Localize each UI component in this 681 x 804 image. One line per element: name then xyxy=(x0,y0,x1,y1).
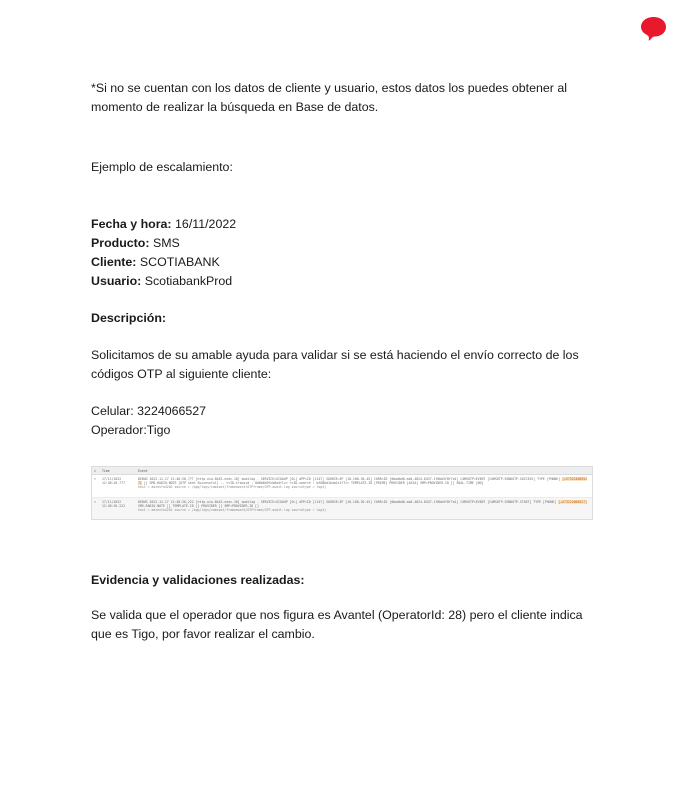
log-header xyxy=(92,467,592,475)
log-screenshot xyxy=(91,466,593,520)
log-row-event xyxy=(138,477,592,497)
log-row xyxy=(92,498,592,520)
operador-row xyxy=(91,421,591,440)
log-row-time: 17/11/2022 12:48:26.777 xyxy=(102,477,126,485)
evidence-heading: Evidencia y validaciones realizadas: xyxy=(91,573,305,587)
producto-label: Producto: xyxy=(91,236,150,250)
log-row xyxy=(92,475,592,498)
description-text: Solicitamos de su amable ayuda para validar si se está haciendo el envío correcto de los códigos OTP al siguiente cliente: xyxy=(91,348,579,381)
cliente-row xyxy=(91,253,591,272)
celular-row xyxy=(91,402,591,421)
description-heading: Descripción: xyxy=(91,311,167,325)
cliente-value: SCOTIABANK xyxy=(139,255,220,269)
log-phone-highlight: [+573224066527] xyxy=(138,477,588,485)
log-row-event xyxy=(138,500,592,520)
ticket-fields xyxy=(91,215,591,291)
log-phone-highlight: [+573224066527] xyxy=(558,500,588,504)
log-header-idx: i xyxy=(94,468,96,473)
example-title: Ejemplo de escalamiento: xyxy=(91,160,233,174)
speech-bubble-logo-icon xyxy=(640,16,667,42)
log-event-text: DEBUG 2022-11-17 12:48:26,222 [http-nio-8443-exec-10] audilog - SERVICE=SCOAUP [OL] APP=ID [1147] SOURCE=IP [10.100.30.45] CORR=ID [0badbd0-ab4-4824-8437-1f8bb5f8f7a1] CAMSOTP=EVENT [CAMSOTP-SENDOTP-START] TYPE [PHONE] xyxy=(138,500,557,504)
log-header-event: Event xyxy=(138,468,148,473)
log-row-idx: > xyxy=(94,500,96,504)
fecha-value: 16/11/2022 xyxy=(175,217,237,231)
contact-info xyxy=(91,402,591,440)
producto-value: SMS xyxy=(152,236,180,250)
fecha-label: Fecha y hora: xyxy=(91,217,172,231)
log-row-idx: > xyxy=(94,477,96,481)
log-header-time: Time xyxy=(102,468,110,473)
log-event-text-2: SMS-RADIO-NOTE [] TEMPLATE-ID [] PROVIDER [] SMP=PROVIDER-ID [] xyxy=(138,504,259,508)
cliente-label: Cliente: xyxy=(91,255,137,269)
note-paragraph: *Si no se cuentan con los datos de cliente y usuario, estos datos los puedes obtener al momento de realizar la búsqueda en Base de datos. xyxy=(91,81,567,114)
usuario-row xyxy=(91,272,591,291)
producto-row xyxy=(91,234,591,253)
log-event-text: DEBUG 2022-11-17 12:48:26,777 [http-nio-8443-exec-10] audilog - SERVICE=SCOAUP [OL] APP=ID [1147] SOURCE=IP [10.100.30.45] CORR=ID [0badbd0-ab4-4824-8437-1f8bb5f8f7a1] CAMSOTP=EVENT [CAMSOTP-SENDOTP-SUCCESS] TYPE [PHONE] xyxy=(138,477,561,481)
celular-label: Celular: xyxy=(91,404,134,418)
operador-label: Operador: xyxy=(91,423,147,437)
log-event-text-2: [] SMS-RADIO-NOTE [OTP sent Successful] -- <<ID-transid : 0d8b6d9fcb6a4f1>> <<ID-search : bf68bd1b4a2c1f7>> TEMPLATE-ID [PRIME] PROVIDER [AXIA] SMP=PROVIDER-ID [] REAL-TIME [NO] xyxy=(143,481,484,485)
log-meta: host = adzevfa4202 source = /app/logs/camsoot/frameowork/OTPframe/OTP-audit.log sourcetype = log4j xyxy=(138,508,327,512)
log-row-time: 17/11/2022 12:48:26.222 xyxy=(102,500,126,508)
log-meta: host = adzevfa4202 source = /app/logs/camsoot/frameowork/OTPframe/OTP-audit.log sourcetype = log4j xyxy=(138,485,327,489)
usuario-label: Usuario: xyxy=(91,274,142,288)
usuario-value: ScotiabankProd xyxy=(144,274,233,288)
evidence-text: Se valida que el operador que nos figura es Avantel (OperatorId: 28) pero el cliente indica que es Tigo, por favor realizar el cambio. xyxy=(91,608,583,641)
celular-value: 3224066527 xyxy=(137,404,207,418)
operador-value: Tigo xyxy=(146,423,171,437)
fecha-row xyxy=(91,215,591,234)
